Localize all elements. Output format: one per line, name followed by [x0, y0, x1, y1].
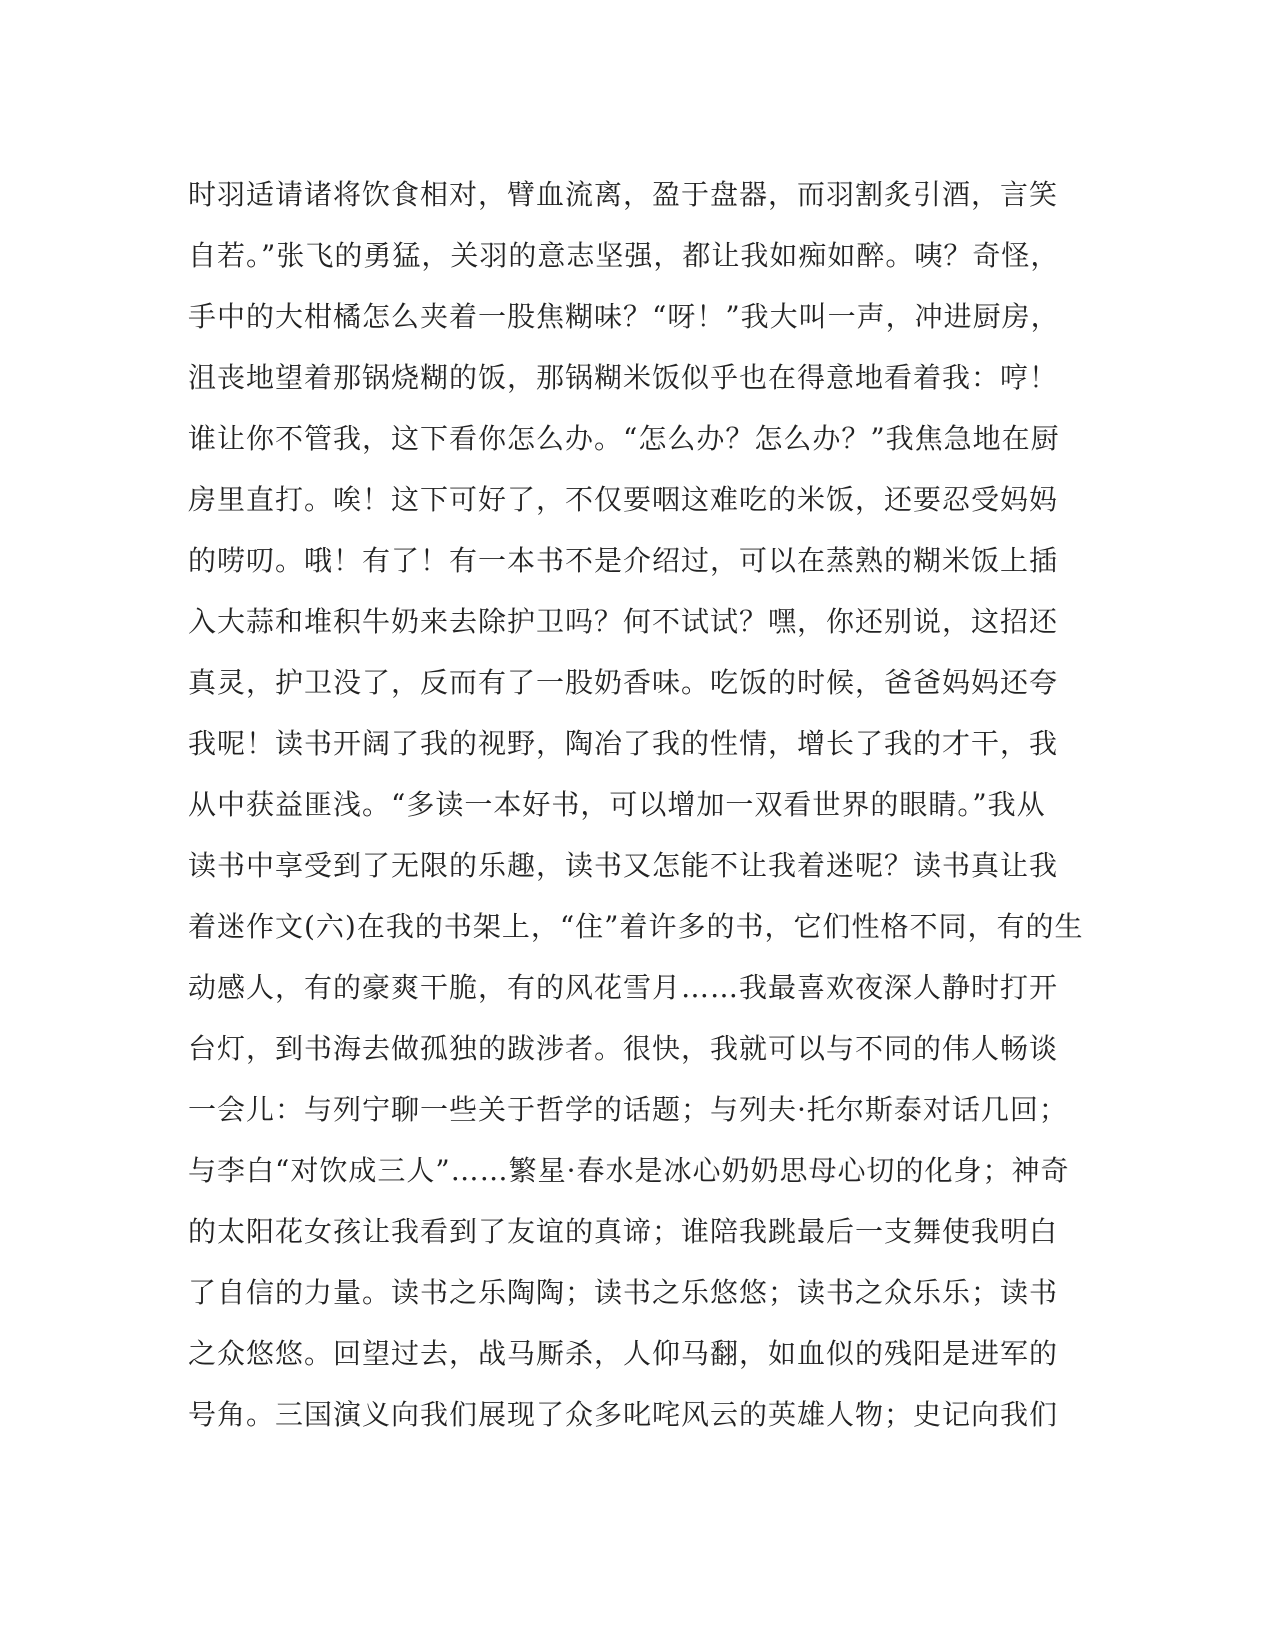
text-line: 一会儿：与列宁聊一些关于哲学的话题；与列夫·托尔斯泰对话几回；	[188, 1093, 1068, 1126]
text-line: 自若。”张飞的勇猛，关羽的意志坚强，都让我如痴如醉。咦？奇怪，	[188, 239, 1060, 272]
text-line: 台灯，到书海去做孤独的跋涉者。很快，我就可以与不同的伟人畅谈	[188, 1032, 1059, 1065]
text-line: 号角。三国演义向我们展现了众多叱咤风云的英雄人物；史记向我们	[188, 1398, 1059, 1431]
text-line: 的唠叨。哦！有了！有一本书不是介绍过，可以在蒸熟的糊米饭上插	[188, 544, 1059, 577]
text-line: 手中的大柑橘怎么夹着一股焦糊味？“呀！”我大叫一声，冲进厨房，	[188, 300, 1060, 333]
text-line: 着迷作文(六)在我的书架上，“住”着许多的书，它们性格不同，有的生	[188, 910, 1084, 943]
text-line: 真灵，护卫没了，反而有了一股奶香味。吃饭的时候，爸爸妈妈还夸	[188, 666, 1059, 699]
text-line: 的太阳花女孩让我看到了友谊的真谛；谁陪我跳最后一支舞使我明白	[188, 1215, 1059, 1248]
text-line: 了自信的力量。读书之乐陶陶；读书之乐悠悠；读书之众乐乐；读书	[188, 1276, 1059, 1309]
text-line: 时羽适请诸将饮食相对，臂血流离，盈于盘器，而羽割炙引酒，言笑	[188, 178, 1059, 211]
text-line: 谁让你不管我，这下看你怎么办。“怎么办？怎么办？”我焦急地在厨	[188, 422, 1060, 455]
text-line: 房里直打。唉！这下可好了，不仅要咽这难吃的米饭，还要忍受妈妈	[188, 483, 1059, 516]
text-line: 动感人，有的豪爽干脆，有的风花雪月……我最喜欢夜深人静时打开	[188, 971, 1059, 1004]
text-line: 读书中享受到了无限的乐趣，读书又怎能不让我着迷呢？读书真让我	[188, 849, 1059, 882]
text-line: 我呢！读书开阔了我的视野，陶冶了我的性情，增长了我的才干，我	[188, 727, 1059, 760]
text-line: 之众悠悠。回望过去，战马厮杀，人仰马翻，如血似的残阳是进军的	[188, 1337, 1059, 1370]
text-line: 与李白“对饮成三人”……繁星·春水是冰心奶奶思母心切的化身；神奇	[188, 1154, 1070, 1187]
body-text	[188, 164, 1088, 1445]
text-line: 从中获益匪浅。“多读一本好书，可以增加一双看世界的眼睛。”我从	[188, 788, 1046, 821]
text-line: 入大蒜和堆积牛奶来去除护卫吗？何不试试？嘿，你还别说，这招还	[188, 605, 1059, 638]
text-line: 沮丧地望着那锅烧糊的饭，那锅糊米饭似乎也在得意地看着我：哼！	[188, 361, 1059, 394]
